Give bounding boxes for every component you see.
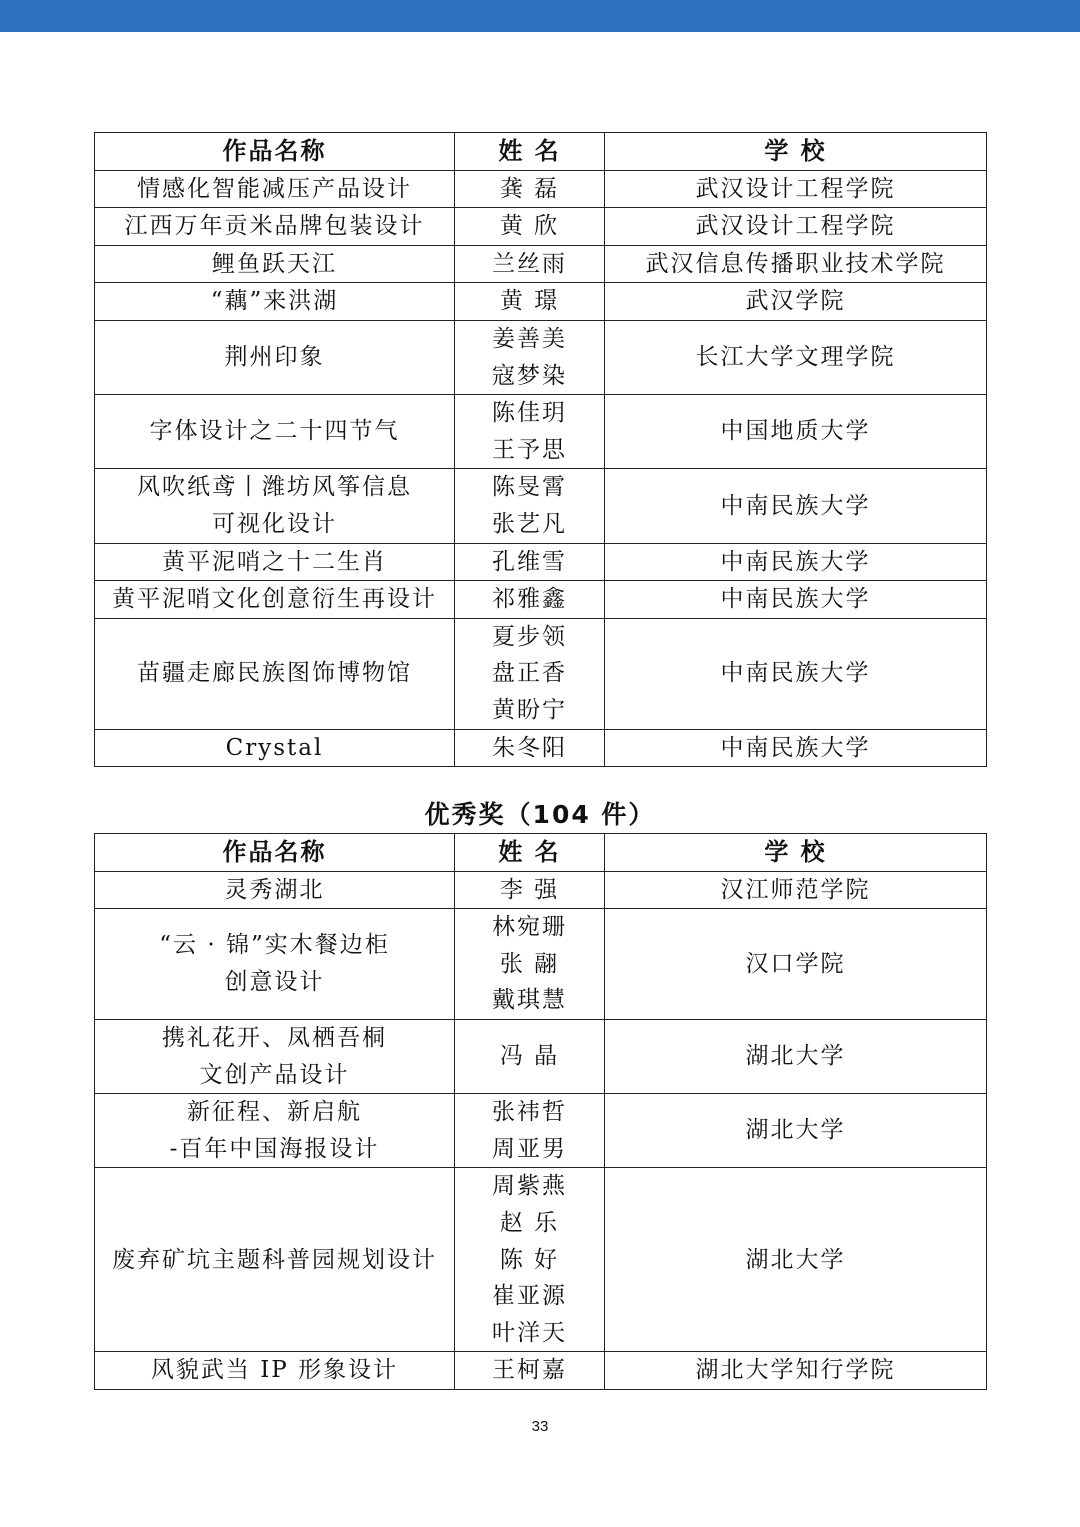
- table-row: [95, 1168, 987, 1352]
- work-title-cell: [95, 1168, 455, 1352]
- work-title: 风貌武当 IP 形象设计: [150, 1357, 399, 1384]
- student-name: 李 强: [499, 876, 560, 903]
- work-title: 黄平泥哨文化创意衍生再设计: [112, 586, 437, 613]
- student-name: 陈佳玥: [492, 400, 567, 427]
- school-cell: 汉江师范学院: [605, 871, 987, 909]
- student-name: 朱冬阳: [492, 734, 567, 761]
- student-name-cell: [455, 1019, 605, 1093]
- work-title: 江西万年贡米品牌包装设计: [124, 213, 425, 240]
- work-title: 苗疆走廊民族图饰博物馆: [137, 660, 412, 687]
- header-title: 作品名称: [95, 834, 455, 872]
- student-name-cell: [455, 1168, 605, 1352]
- work-title: “藕”来洪湖: [210, 288, 339, 315]
- student-name: 王予思: [492, 436, 567, 463]
- table-row: [95, 1094, 987, 1168]
- table-row: [95, 871, 987, 909]
- student-name-cell: [455, 543, 605, 581]
- top-banner: [0, 0, 1080, 32]
- school-cell: 湖北大学: [605, 1168, 987, 1352]
- header-name: 姓 名: [455, 133, 605, 171]
- work-title: 情感化智能减压产品设计: [137, 175, 412, 202]
- student-name-cell: [455, 729, 605, 767]
- school-cell: 武汉设计工程学院: [605, 208, 987, 246]
- work-title: 鲤鱼跃天江: [212, 250, 337, 277]
- student-name: 陈 好: [499, 1246, 560, 1273]
- work-title-cell: [95, 729, 455, 767]
- student-name: 崔亚源: [492, 1283, 567, 1310]
- table-row: [95, 469, 987, 543]
- school-cell: 湖北大学: [605, 1094, 987, 1168]
- student-name: 黄 欣: [499, 213, 560, 240]
- work-title-cell: [95, 469, 455, 543]
- table-row: [95, 1019, 987, 1093]
- work-title-cell: [95, 283, 455, 321]
- student-name-cell: [455, 871, 605, 909]
- school-cell: 中南民族大学: [605, 581, 987, 619]
- school-cell: 武汉设计工程学院: [605, 170, 987, 208]
- header-name: 姓 名: [455, 834, 605, 872]
- student-name-cell: [455, 245, 605, 283]
- student-name-cell: [455, 909, 605, 1020]
- student-name: 黄盼宁: [492, 696, 567, 723]
- work-title: 创意设计: [224, 969, 325, 996]
- student-name-cell: [455, 283, 605, 321]
- work-title: 黄平泥哨之十二生肖: [162, 548, 387, 575]
- student-name-cell: [455, 581, 605, 619]
- work-title: 可视化设计: [212, 510, 337, 537]
- work-title: 新征程、新启航: [187, 1099, 362, 1126]
- table-row: [95, 618, 987, 729]
- work-title: 废弃矿坑主题科普园规划设计: [112, 1246, 437, 1273]
- table-row: [95, 170, 987, 208]
- work-title: 荆州印象: [224, 344, 325, 371]
- work-title-cell: [95, 395, 455, 469]
- work-title-cell: [95, 1094, 455, 1168]
- work-title: 风吹纸鸢丨潍坊风筝信息: [137, 474, 412, 501]
- table-row: [95, 729, 987, 767]
- school-cell: 中南民族大学: [605, 543, 987, 581]
- student-name: 夏步领: [492, 623, 567, 650]
- work-title-cell: [95, 581, 455, 619]
- table-row: [95, 283, 987, 321]
- school-cell: 中南民族大学: [605, 729, 987, 767]
- work-title-cell: [95, 170, 455, 208]
- student-name: 盘正香: [492, 660, 567, 687]
- student-name-cell: [455, 320, 605, 394]
- student-name: 祁雅鑫: [492, 586, 567, 613]
- work-title-cell: [95, 320, 455, 394]
- table-row: [95, 1352, 987, 1390]
- student-name-cell: [455, 1352, 605, 1390]
- work-title: 文创产品设计: [199, 1061, 350, 1088]
- work-title-cell: [95, 909, 455, 1020]
- student-name: 张 翮: [499, 950, 560, 977]
- header-school: 学 校: [605, 834, 987, 872]
- school-cell: 中国地质大学: [605, 395, 987, 469]
- section-heading-excellence-award: 优秀奖（104 件）: [424, 800, 656, 829]
- table-row: [95, 208, 987, 246]
- student-name: 姜善美: [492, 325, 567, 352]
- table-header-row: [95, 834, 987, 872]
- student-name: 周紫燕: [492, 1173, 567, 1200]
- student-name: 陈旻霄: [492, 474, 567, 501]
- student-name: 冯 晶: [499, 1043, 560, 1070]
- awards-table-2: [94, 833, 987, 1390]
- student-name: 林宛珊: [492, 914, 567, 941]
- student-name: 寇梦染: [492, 362, 567, 389]
- work-title-cell: [95, 618, 455, 729]
- school-cell: 湖北大学知行学院: [605, 1352, 987, 1390]
- student-name-cell: [455, 170, 605, 208]
- header-title: 作品名称: [95, 133, 455, 171]
- student-name: 孔维雪: [492, 548, 567, 575]
- student-name: 周亚男: [492, 1135, 567, 1162]
- student-name-cell: [455, 469, 605, 543]
- school-cell: 湖北大学: [605, 1019, 987, 1093]
- work-title: Crystal: [225, 734, 324, 761]
- student-name-cell: [455, 618, 605, 729]
- header-school: 学 校: [605, 133, 987, 171]
- student-name: 龚 磊: [499, 175, 560, 202]
- work-title-cell: [95, 208, 455, 246]
- table-row: [95, 245, 987, 283]
- school-cell: 中南民族大学: [605, 469, 987, 543]
- table-row: [95, 320, 987, 394]
- student-name-cell: [455, 395, 605, 469]
- work-title: 字体设计之二十四节气: [149, 418, 400, 445]
- work-title: -百年中国海报设计: [169, 1135, 380, 1162]
- student-name-cell: [455, 1094, 605, 1168]
- student-name: 张祎哲: [492, 1099, 567, 1126]
- awards-table-1: [94, 132, 987, 767]
- work-title: “云 · 锦”实木餐边柜: [159, 932, 390, 959]
- table-row: [95, 395, 987, 469]
- student-name: 张艺凡: [492, 510, 567, 537]
- table-row: [95, 909, 987, 1020]
- page-number: 33: [531, 1418, 549, 1435]
- school-cell: 中南民族大学: [605, 618, 987, 729]
- table-row: [95, 543, 987, 581]
- student-name: 赵 乐: [499, 1209, 560, 1236]
- work-title-cell: [95, 871, 455, 909]
- student-name: 叶洋天: [492, 1319, 567, 1346]
- work-title-cell: [95, 245, 455, 283]
- student-name: 戴琪慧: [492, 987, 567, 1014]
- school-cell: 汉口学院: [605, 909, 987, 1020]
- student-name: 王柯嘉: [492, 1357, 567, 1384]
- work-title-cell: [95, 1352, 455, 1390]
- student-name-cell: [455, 208, 605, 246]
- school-cell: 武汉学院: [605, 283, 987, 321]
- school-cell: 长江大学文理学院: [605, 320, 987, 394]
- work-title: 灵秀湖北: [224, 876, 325, 903]
- work-title-cell: [95, 1019, 455, 1093]
- table-header-row: [95, 133, 987, 171]
- student-name: 兰丝雨: [492, 250, 567, 277]
- work-title: 携礼花开、凤栖吾桐: [162, 1024, 387, 1051]
- student-name: 黄 璟: [499, 288, 560, 315]
- table-row: [95, 581, 987, 619]
- work-title-cell: [95, 543, 455, 581]
- school-cell: 武汉信息传播职业技术学院: [605, 245, 987, 283]
